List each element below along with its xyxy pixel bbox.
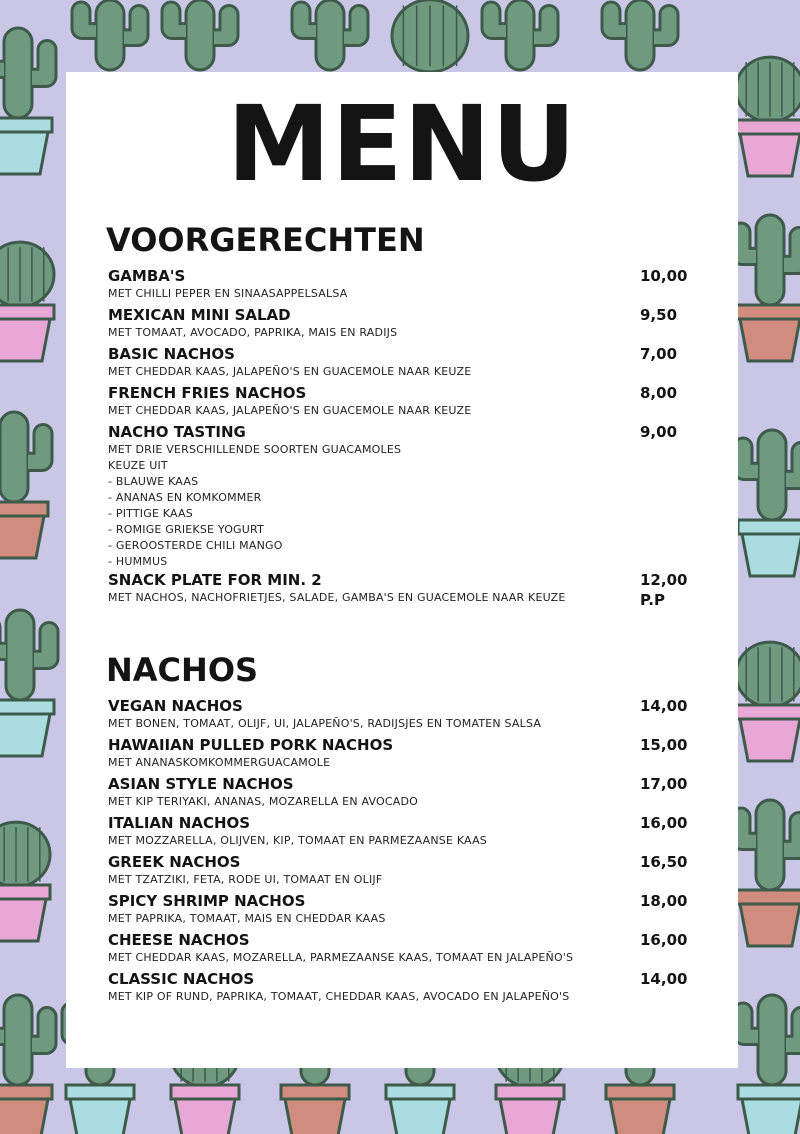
section-title-voorgerechten: VOORGERECHTEN — [106, 221, 425, 259]
menu-item — [108, 891, 710, 927]
menu-item — [108, 969, 710, 1005]
pot-body — [175, 1099, 235, 1134]
pot-body — [390, 1099, 450, 1134]
cactus-arm — [32, 1008, 56, 1054]
cactus-arm — [344, 6, 368, 46]
cactus-stem — [756, 215, 784, 305]
item-name: GAMBA'S — [108, 267, 186, 285]
section-title-nachos: NACHOS — [106, 651, 259, 689]
menu-item-header — [108, 266, 710, 286]
menu-item — [108, 422, 710, 570]
menu-item — [108, 696, 710, 732]
cactus-arm — [654, 6, 678, 46]
item-description: MET DRIE VERSCHILLENDE SOORTEN GUACAMOLES — [108, 443, 402, 456]
cactus-arm — [32, 41, 56, 87]
item-name: GREEK NACHOS — [108, 853, 241, 871]
cactus-stem — [506, 0, 534, 70]
item-price: 16,00 — [640, 814, 688, 832]
item-name: HAWAIIAN PULLED PORK NACHOS — [108, 736, 394, 754]
item-description: MET CHILLI PEPER EN SINAASAPPELSALSA — [108, 287, 348, 300]
item-name: CLASSIC NACHOS — [108, 970, 255, 988]
item-price: 14,00 — [640, 697, 688, 715]
item-description: MET MOZZARELLA, OLIJVEN, KIP, TOMAAT EN PARMEZAANSE KAAS — [108, 834, 487, 847]
cactus-arm — [72, 2, 96, 39]
pot-rim — [496, 1085, 564, 1099]
pot-body — [740, 904, 800, 946]
pot-rim — [386, 1085, 454, 1099]
pot-body — [740, 319, 800, 361]
item-price: 8,00 — [640, 384, 678, 402]
menu-item — [108, 852, 710, 888]
menu-item — [108, 735, 710, 771]
item-description: - GEROOSTERDE CHILI MANGO — [108, 539, 283, 552]
item-description: MET PAPRIKA, TOMAAT, MAIS EN CHEDDAR KAAS — [108, 912, 386, 925]
cactus-arm — [34, 623, 58, 669]
cactus-stem — [186, 0, 214, 70]
item-price: 16,50 — [640, 853, 688, 871]
pot-rim — [736, 120, 800, 134]
pot-rim — [171, 1085, 239, 1099]
cactus-stem — [626, 0, 654, 70]
menu-item-header — [108, 422, 710, 442]
item-price: 10,00 — [640, 267, 688, 285]
cactus-stem — [4, 28, 32, 118]
item-price: 16,00 — [640, 931, 688, 949]
cactus-arm — [784, 813, 800, 859]
item-description: MET KIP TERIYAKI, ANANAS, MOZARELLA EN AVOCADO — [108, 795, 419, 808]
cactus-arm — [292, 2, 316, 39]
cactus-stem — [96, 0, 124, 70]
menu-item — [108, 570, 710, 609]
item-price: 14,00 — [640, 970, 688, 988]
pot-body — [500, 1099, 560, 1134]
pot-rim — [736, 705, 800, 719]
pot-rim — [0, 700, 54, 714]
pot-body — [0, 132, 48, 174]
pot-rim — [66, 1085, 134, 1099]
menu-card — [66, 72, 738, 1068]
item-name: ASIAN STYLE NACHOS — [108, 775, 294, 793]
cactus-arm — [482, 2, 506, 39]
pot-rim — [0, 502, 48, 516]
item-description: MET CHEDDAR KAAS, MOZARELLA, PARMEZAANSE KAAS, TOMAAT EN JALAPEÑO'S — [108, 951, 574, 964]
item-name: BASIC NACHOS — [108, 345, 235, 363]
item-description: - ANANAS EN KOMKOMMER — [108, 491, 262, 504]
cactus-arm — [534, 6, 558, 46]
menu-item — [108, 344, 710, 380]
pot-body — [0, 319, 50, 361]
item-price: 12,00 P.P — [640, 571, 688, 609]
pot-body — [740, 719, 800, 761]
pot-body — [742, 1099, 800, 1134]
pot-body — [285, 1099, 345, 1134]
pot-rim — [0, 885, 50, 899]
pot-body — [70, 1099, 130, 1134]
menu-item-header — [108, 735, 710, 755]
menu-item-header — [108, 344, 710, 364]
cactus-arm — [124, 6, 148, 46]
item-description: KEUZE UIT — [108, 459, 168, 472]
cactus-stem — [758, 995, 786, 1085]
menu-item — [108, 305, 710, 341]
cactus-arm — [602, 2, 626, 39]
item-name: NACHO TASTING — [108, 423, 246, 441]
pot-rim — [606, 1085, 674, 1099]
item-description: MET ANANASKOMKOMMERGUACAMOLE — [108, 756, 331, 769]
cactus-arm — [784, 228, 800, 274]
cactus-stem — [0, 412, 28, 502]
item-name: SNACK PLATE FOR MIN. 2 — [108, 571, 322, 589]
item-description: MET BONEN, TOMAAT, OLIJF, UI, JALAPEÑO'S, RADIJSJES EN TOMATEN SALSA — [108, 717, 542, 730]
cactus-arm — [28, 425, 52, 471]
item-price: 9,50 — [640, 306, 678, 324]
item-description: - BLAUWE KAAS — [108, 475, 199, 488]
item-description: - PITTIGE KAAS — [108, 507, 193, 520]
menu-item — [108, 774, 710, 810]
item-description: - HUMMUS — [108, 555, 168, 568]
item-price: 18,00 — [640, 892, 688, 910]
item-description: MET CHEDDAR KAAS, JALAPEÑO'S EN GUACEMOLE NAAR KEUZE — [108, 365, 472, 378]
menu-item — [108, 813, 710, 849]
item-price: 9,00 — [640, 423, 678, 441]
pot-rim — [281, 1085, 349, 1099]
pot-body — [0, 516, 44, 558]
item-description: MET NACHOS, NACHOFRIETJES, SALADE, GAMBA'S EN GUACEMOLE NAAR KEUZE — [108, 591, 566, 604]
cactus-stem — [756, 800, 784, 890]
item-name: ITALIAN NACHOS — [108, 814, 251, 832]
menu-item — [108, 930, 710, 966]
barrel-cactus — [0, 822, 50, 887]
pot-body — [740, 134, 800, 176]
pot-rim — [736, 890, 800, 904]
menu-item — [108, 266, 710, 302]
cactus-stem — [758, 430, 786, 520]
cactus-stem — [316, 0, 344, 70]
item-name: CHEESE NACHOS — [108, 931, 250, 949]
cactus-arm — [786, 1008, 800, 1054]
item-price: 17,00 — [640, 775, 688, 793]
cactus-arm — [214, 6, 238, 46]
menu-item-header — [108, 696, 710, 716]
menu-item-header — [108, 305, 710, 325]
item-name: MEXICAN MINI SALAD — [108, 306, 291, 324]
item-name: FRENCH FRIES NACHOS — [108, 384, 307, 402]
item-name: VEGAN NACHOS — [108, 697, 243, 715]
cactus-stem — [6, 610, 34, 700]
nachos-list — [108, 696, 710, 1008]
menu-item-header — [108, 930, 710, 950]
menu-item-header — [108, 813, 710, 833]
menu-item-header — [108, 383, 710, 403]
pot-body — [742, 534, 800, 576]
menu-title: MENU — [226, 83, 578, 205]
menu-item-header — [108, 774, 710, 794]
pot-rim — [0, 118, 52, 132]
item-name: SPICY SHRIMP NACHOS — [108, 892, 306, 910]
pot-rim — [738, 520, 800, 534]
menu-item-header — [108, 852, 710, 872]
pot-body — [610, 1099, 670, 1134]
item-description: MET KIP OF RUND, PAPRIKA, TOMAAT, CHEDDAR KAAS, AVOCADO EN JALAPEÑO'S — [108, 990, 570, 1003]
item-price: 7,00 — [640, 345, 678, 363]
item-description: MET TOMAAT, AVOCADO, PAPRIKA, MAIS EN RADIJS — [108, 326, 398, 339]
item-description: - ROMIGE GRIEKSE YOGURT — [108, 523, 264, 536]
cactus-arm — [162, 2, 186, 39]
pot-rim — [736, 305, 800, 319]
menu-item-header — [108, 969, 710, 989]
menu-item-header — [108, 891, 710, 911]
menu-item — [108, 383, 710, 419]
pot-rim — [738, 1085, 800, 1099]
cactus-arm — [786, 443, 800, 489]
cactus-stem — [4, 995, 32, 1085]
pot-body — [0, 899, 46, 941]
item-description: MET CHEDDAR KAAS, JALAPEÑO'S EN GUACEMOLE NAAR KEUZE — [108, 404, 472, 417]
item-description: MET TZATZIKI, FETA, RODE UI, TOMAAT EN OLIJF — [108, 873, 383, 886]
pot-body — [0, 1099, 48, 1134]
item-price: 15,00 — [640, 736, 688, 754]
pot-rim — [0, 305, 54, 319]
pot-rim — [0, 1085, 52, 1099]
voorgerechten-list — [108, 266, 710, 609]
pot-body — [0, 714, 50, 756]
